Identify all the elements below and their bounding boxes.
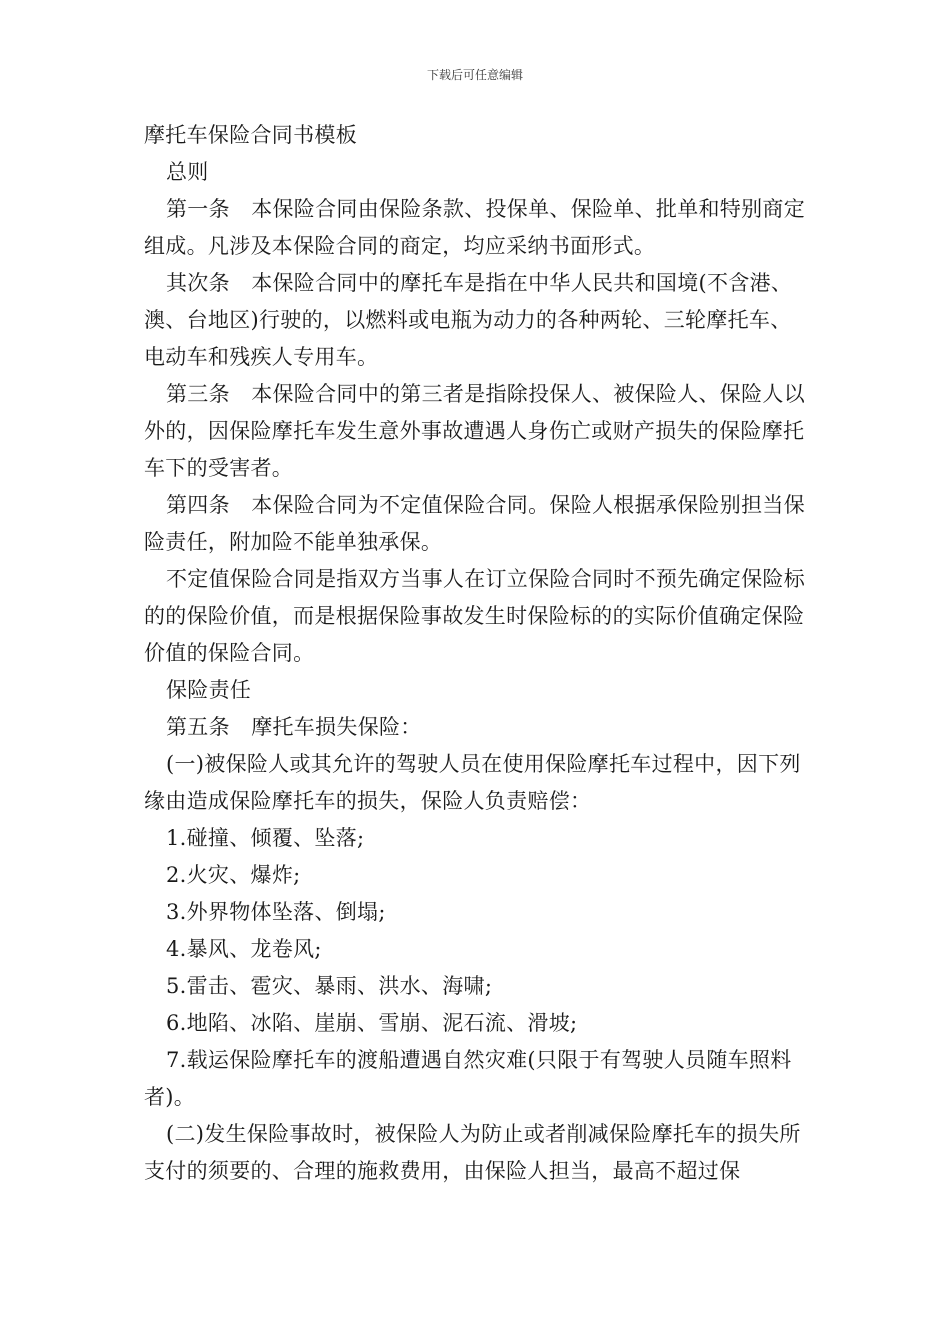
list-item: 2.火灾、爆炸; — [166, 863, 301, 887]
article-1: 第一条 本保险合同由保险条款、投保单、保险单、批单和特别商定组成。凡涉及本保险合同的商定，均应采纳书面形式。 — [144, 197, 805, 258]
list-item: 1.碰撞、倾覆、坠落; — [166, 826, 365, 850]
document-title: 摩托车保险合同书模板 — [144, 123, 357, 147]
article-4: 第四条 本保险合同为不定值保险合同。保险人根据承保险别担当保险责任，附加险不能单独承保。 — [144, 493, 805, 554]
article-3: 第三条 本保险合同中的第三者是指除投保人、被保险人、保险人以外的，因保险摩托车发生意外事故遭遇人身伤亡或财产损失的保险摩托车下的受害者。 — [144, 382, 805, 480]
list-item: 6.地陷、冰陷、崖崩、雪崩、泥石流、滑坡; — [166, 1011, 578, 1035]
document-body — [144, 117, 812, 1190]
list-item: 7.载运保险摩托车的渡船遭遇自然灾难(只限于有驾驶人员随车照料者)。 — [144, 1048, 792, 1109]
article-5: 第五条 摩托车损失保险： — [166, 715, 422, 739]
page-header-note: 下载后可任意编辑 — [426, 68, 523, 82]
section-heading-general: 总则 — [166, 160, 209, 184]
article-5-clause-1: (一)被保险人或其允许的驾驶人员在使用保险摩托车过程中，因下列缘由造成保险摩托车的损失，保险人负责赔偿： — [144, 752, 801, 813]
list-item: 5.雷击、雹灾、暴雨、洪水、海啸; — [166, 974, 493, 998]
section-heading-liability: 保险责任 — [166, 678, 252, 702]
article-5-clause-2: (二)发生保险事故时，被保险人为防止或者削减保险摩托车的损失所支付的须要的、合理的施救费用，由保险人担当，最高不超过保 — [144, 1122, 801, 1183]
article-4-definition: 不定值保险合同是指双方当事人在订立保险合同时不预先确定保险标的的保险价值，而是根据保险事故发生时保险标的的实际价值确定保险价值的保险合同。 — [144, 567, 805, 665]
list-item: 3.外界物体坠落、倒塌; — [166, 900, 386, 924]
list-item: 4.暴风、龙卷风; — [166, 937, 322, 961]
article-2: 其次条 本保险合同中的摩托车是指在中华人民共和国境(不含港、澳、台地区)行驶的，以燃料或电瓶为动力的各种两轮、三轮摩托车、电动车和残疾人专用车。 — [144, 271, 793, 369]
